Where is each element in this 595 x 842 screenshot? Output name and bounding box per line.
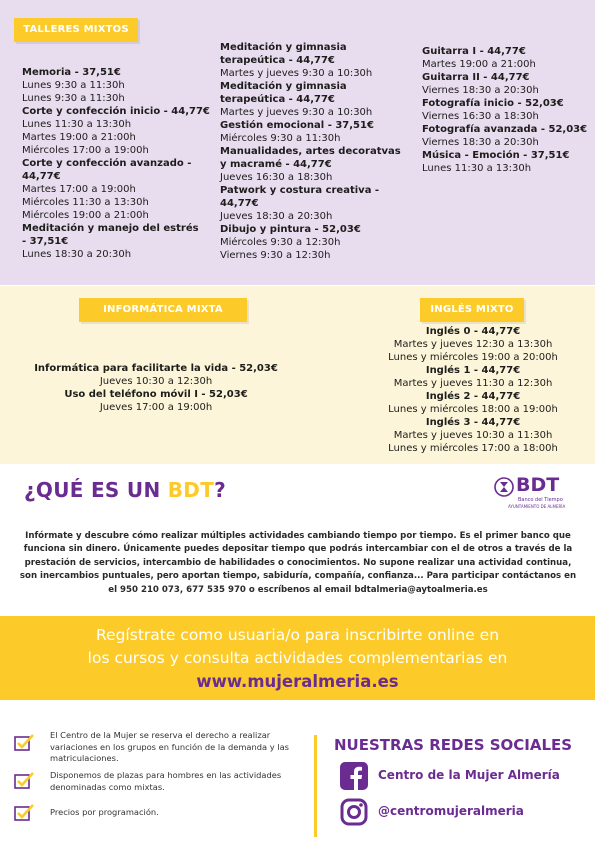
taller-schedule: Lunes 11:30 a 13:30h — [22, 119, 132, 130]
taller-schedule: Lunes 18:30 a 20:30h — [22, 249, 132, 260]
curso-ingles-schedule: Martes y jueves 11:30 a 12:30h — [393, 378, 553, 389]
bdt-heading-highlight: BDT — [167, 478, 215, 502]
curso-ingles-title: Inglés 3 - 44,77€ — [425, 417, 521, 428]
informatica-ingles-section — [0, 286, 595, 464]
curso-ingles-schedule: Lunes y miércoles 17:00 a 18:00h — [388, 443, 558, 454]
taller-schedule: Martes 19:00 a 21:00h — [422, 59, 536, 70]
bdt-section — [0, 464, 595, 616]
taller-schedule: Viernes 18:30 a 20:30h — [422, 85, 539, 96]
curso-ingles-schedule: Lunes y miércoles 19:00 a 20:00h — [388, 352, 558, 363]
taller-title: Meditación y gimnasia terapeútica - 44,77€ — [220, 42, 347, 66]
talleres-column-1 — [22, 66, 218, 261]
taller-title: Fotografía inicio - 52,03€ — [422, 98, 564, 109]
taller-title: Memoria - 37,51€ — [22, 67, 121, 78]
taller-schedule: Miércoles 9:30 a 12:30h — [220, 237, 341, 248]
facebook-label: Centro de la Mujer Almería — [378, 768, 560, 782]
taller-schedule: Miércoles 17:00 a 19:00h — [22, 145, 149, 156]
registro-line-2: los cursos y consulta actividades complementarias en — [87, 649, 508, 667]
curso-ingles-title: Inglés 1 - 44,77€ — [425, 365, 521, 376]
bdt-description: Infórmate y descubre cómo realizar múltiples actividades cambiando tiempo por tiempo. Es el primer banco que funciona sin dinero. Únicamente puedes depositar tiempo que podrás intercambiar con el de otros a través de la prestación de servicios, intercambio de habilidades o conocimientos. No supone realizar una actividad continua, son inercambios puntuales, pero aportan tiempo, sabiduría, compañía, confianza... Para participar contáctanos en el 950 210 073, 677 535 970 o escríbenos al email bdtalmeria@aytoalmeria.es — [19, 531, 577, 595]
taller-schedule: Lunes 9:30 a 11:30h — [22, 80, 125, 91]
hourglass-clock-icon — [494, 476, 514, 498]
curso-informatica-title: Informática para facilitarte la vida - 52,03€ — [34, 363, 278, 374]
bdt-heading — [24, 478, 226, 502]
bdt-logo-word: BDT — [516, 474, 560, 496]
talleres-mixtos-tag: TALLERES MIXTOS — [14, 18, 138, 42]
curso-informatica-title: Uso del teléfono móvil I - 52,03€ — [64, 389, 248, 400]
talleres-column-2 — [220, 41, 420, 262]
curso-ingles-schedule: Lunes y miércoles 18:00 a 19:00h — [388, 404, 558, 415]
curso-informatica-schedule: Jueves 10:30 a 12:30h — [99, 376, 213, 387]
taller-schedule: Jueves 18:30 a 20:30h — [220, 211, 333, 222]
taller-schedule: Jueves 16:30 a 18:30h — [220, 172, 333, 183]
registro-line-1: Regístrate como usuaria/o para inscribirte online en — [95, 626, 500, 644]
informatica-tag: INFORMÁTICA MIXTA — [79, 298, 247, 322]
curso-ingles-title: Inglés 0 - 44,77€ — [425, 326, 521, 337]
instagram-label: @centromujeralmeria — [378, 804, 524, 818]
bdt-heading-pre: ¿QUÉ ES UN — [24, 478, 168, 502]
registro-section — [0, 616, 595, 700]
taller-title: Guitarra I - 44,77€ — [422, 46, 526, 57]
taller-schedule: Miércoles 11:30 a 13:30h — [22, 197, 149, 208]
website-link[interactable]: www.mujeralmeria.es — [196, 672, 399, 691]
taller-schedule: Martes y jueves 9:30 a 10:30h — [220, 107, 373, 118]
bdt-logo — [494, 474, 574, 514]
taller-title: Dibujo y pintura - 52,03€ — [220, 224, 361, 235]
taller-title: Manualidades, artes decoratvas y macramé - 44,77€ — [220, 146, 401, 170]
curso-ingles-schedule: Martes y jueves 12:30 a 13:30h — [393, 339, 553, 350]
bdt-heading-post: ? — [214, 478, 227, 502]
taller-schedule: Martes 17:00 a 19:00h — [22, 184, 136, 195]
taller-schedule: Lunes 9:30 a 11:30h — [22, 93, 125, 104]
taller-title: Patwork y costura creativa - 44,77€ — [220, 185, 380, 209]
taller-title: Música - Emoción - 37,51€ — [422, 150, 570, 161]
instagram-icon — [340, 798, 368, 826]
taller-schedule: Miércoles 9:30 a 11:30h — [220, 133, 341, 144]
taller-schedule: Martes y jueves 9:30 a 10:30h — [220, 68, 373, 79]
ingles-tag: INGLÉS MIXTO — [420, 298, 524, 322]
facebook-icon — [340, 762, 368, 790]
curso-informatica-schedule: Jueves 17:00 a 19:00h — [99, 402, 213, 413]
curso-ingles-title: Inglés 2 - 44,77€ — [425, 391, 521, 402]
nota-variaciones: El Centro de la Mujer se reserva el derecho a realizar variaciones en los grupos en función de la demanda y las matriculaciones. — [50, 730, 289, 763]
taller-schedule: Martes 19:00 a 21:00h — [22, 132, 136, 143]
taller-schedule: Viernes 9:30 a 12:30h — [220, 250, 331, 261]
redes-heading: NUESTRAS REDES SOCIALES — [334, 736, 573, 754]
ingles-list — [362, 325, 584, 455]
taller-schedule: Miércoles 19:00 a 21:00h — [22, 210, 149, 221]
taller-title: Gestión emocional - 37,51€ — [220, 120, 374, 131]
talleres-column-3 — [422, 45, 592, 175]
divider — [314, 735, 317, 837]
taller-title: Meditación y gimnasia terapeútica - 44,77€ — [220, 81, 347, 105]
nota-plazas-hombres: Disponemos de plazas para hombres en las actividades denominadas como mixtas. — [50, 770, 282, 792]
checkbox-checked-icon — [14, 734, 34, 752]
taller-title: Guitarra II - 44,77€ — [422, 72, 530, 83]
facebook-link[interactable] — [340, 762, 580, 792]
taller-title: Corte y confección avanzado - 44,77€ — [22, 158, 192, 182]
curso-ingles-schedule: Martes y jueves 10:30 a 11:30h — [393, 430, 553, 441]
bdt-logo-ayuntamiento: AYUNTAMIENTO DE ALMERÍA — [508, 504, 566, 509]
checkbox-checked-icon — [14, 804, 34, 822]
informatica-list — [20, 362, 292, 414]
taller-title: Meditación y manejo del estrés - 37,51€ — [22, 223, 199, 247]
nota-precios: Precios por programación. — [50, 807, 159, 817]
footer-section — [0, 700, 595, 842]
talleres-mixtos-section — [0, 0, 595, 285]
taller-title: Fotografía avanzada - 52,03€ — [422, 124, 588, 135]
instagram-link[interactable] — [340, 798, 580, 828]
taller-schedule: Viernes 16:30 a 18:30h — [422, 111, 539, 122]
bdt-logo-subtitle: Banco del Tiempo — [518, 497, 563, 503]
taller-schedule: Lunes 11:30 a 13:30h — [422, 163, 532, 174]
taller-schedule: Viernes 18:30 a 20:30h — [422, 137, 539, 148]
checkbox-checked-icon — [14, 772, 34, 790]
taller-title: Corte y confección inicio - 44,77€ — [22, 106, 210, 117]
